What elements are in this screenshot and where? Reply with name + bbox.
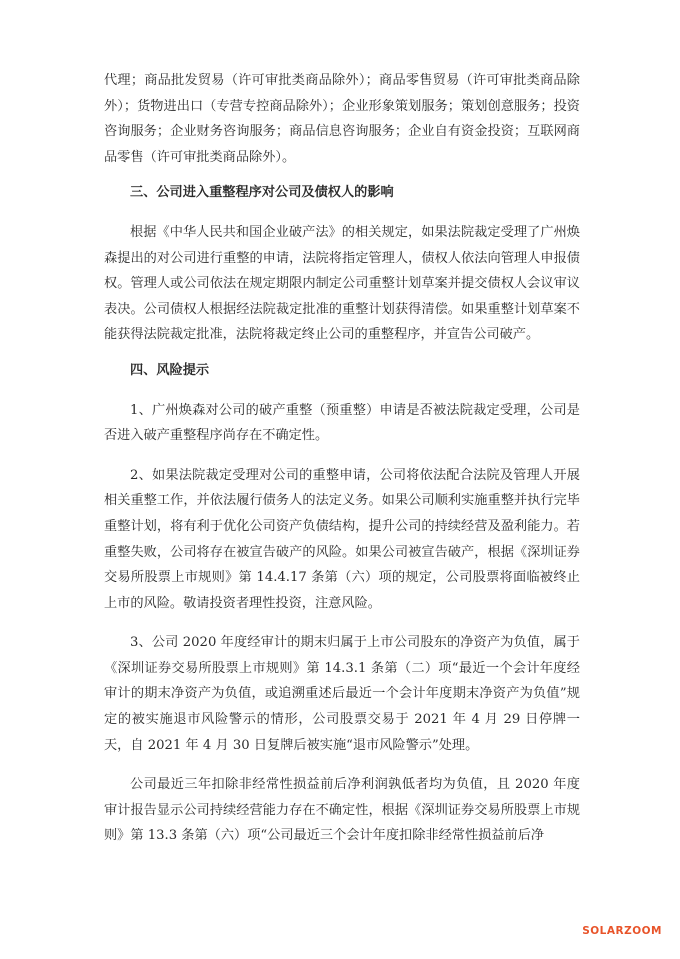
paragraph-net-profit: 公司最近三年扣除非经常性损益前后净利润孰低者均为负值，且 2020 年度审计报告显示公司持续经营能力存在不确定性，根据《深圳证券交易所股票上市规则》第 13.3 条第（六）项“公司最近三个会计年度扣除非经常性损益前后净 xyxy=(104,777,580,844)
paragraph-risk-3: 3、公司 2020 年度经审计的期末归属于上市公司股东的净资产为负值，属于《深圳证券交易所股票上市规则》第 14.3.1 条第（二）项“最近一个会计年度经审计的期末净资产为负值，或追溯重述后最近一个会计年度期末净资产为负值”规定的被实施退市风险警示的情形，公司股票交易于 2021 年 4 月 29 日停牌一天，自 2021 年 4 月 30 日复牌后被实施“退市风险警示”处理。 xyxy=(104,635,580,753)
section-heading-reorganization-impact: 三、公司进入重整程序对公司及债权人的影响 xyxy=(130,185,394,201)
paragraph-risk-2: 2、如果法院裁定受理对公司的重整申请，公司将依法配合法院及管理人开展相关重整工作，并依法履行债务人的法定义务。如果公司顺利实施重整并执行完毕重整计划，将有利于优化公司资产负债结构，提升公司的持续经营及盈利能力。若重整失败，公司将存在被宣告破产的风险。如果公司被宣告破产，根据《深圳证券交易所股票上市规则》第 14.4.17 条第（六）项的规定，公司股票将面临被终止上市的风险。敬请投资者理性投资，注意风险。 xyxy=(104,467,580,611)
paragraph-business-scope: 代理；商品批发贸易（许可审批类商品除外）；商品零售贸易（许可审批类商品除外）；货物进出口（专营专控商品除外）；企业形象策划服务；策划创意服务；投资咨询服务；企业财务咨询服务；商品信息咨询服务；企业自有资金投资；互联网商品零售（许可审批类商品除外）。 xyxy=(104,73,580,165)
paragraph-bankruptcy-law: 根据《中华人民共和国企业破产法》的相关规定，如果法院裁定受理了广州焕森提出的对公司进行重整的申请，法院将指定管理人，债权人依法向管理人申报债权。管理人或公司依法在规定期限内制定公司重整计划草案并提交债权人会议审议表决。公司债权人根据经法院裁定批准的重整计划获得清偿。如果重整计划草案不能获得法院裁定批准，法院将裁定终止公司的重整程序，并宣告公司破产。 xyxy=(104,224,580,343)
section-heading-risk-warning: 四、风险提示 xyxy=(130,362,210,378)
document-body xyxy=(104,68,580,849)
solarzoom-watermark: SOLARZOOM xyxy=(582,925,662,937)
paragraph-risk-1: 1、广州焕森对公司的破产重整（预重整）申请是否被法院裁定受理，公司是否进入破产重整程序尚存在不确定性。 xyxy=(104,402,580,444)
